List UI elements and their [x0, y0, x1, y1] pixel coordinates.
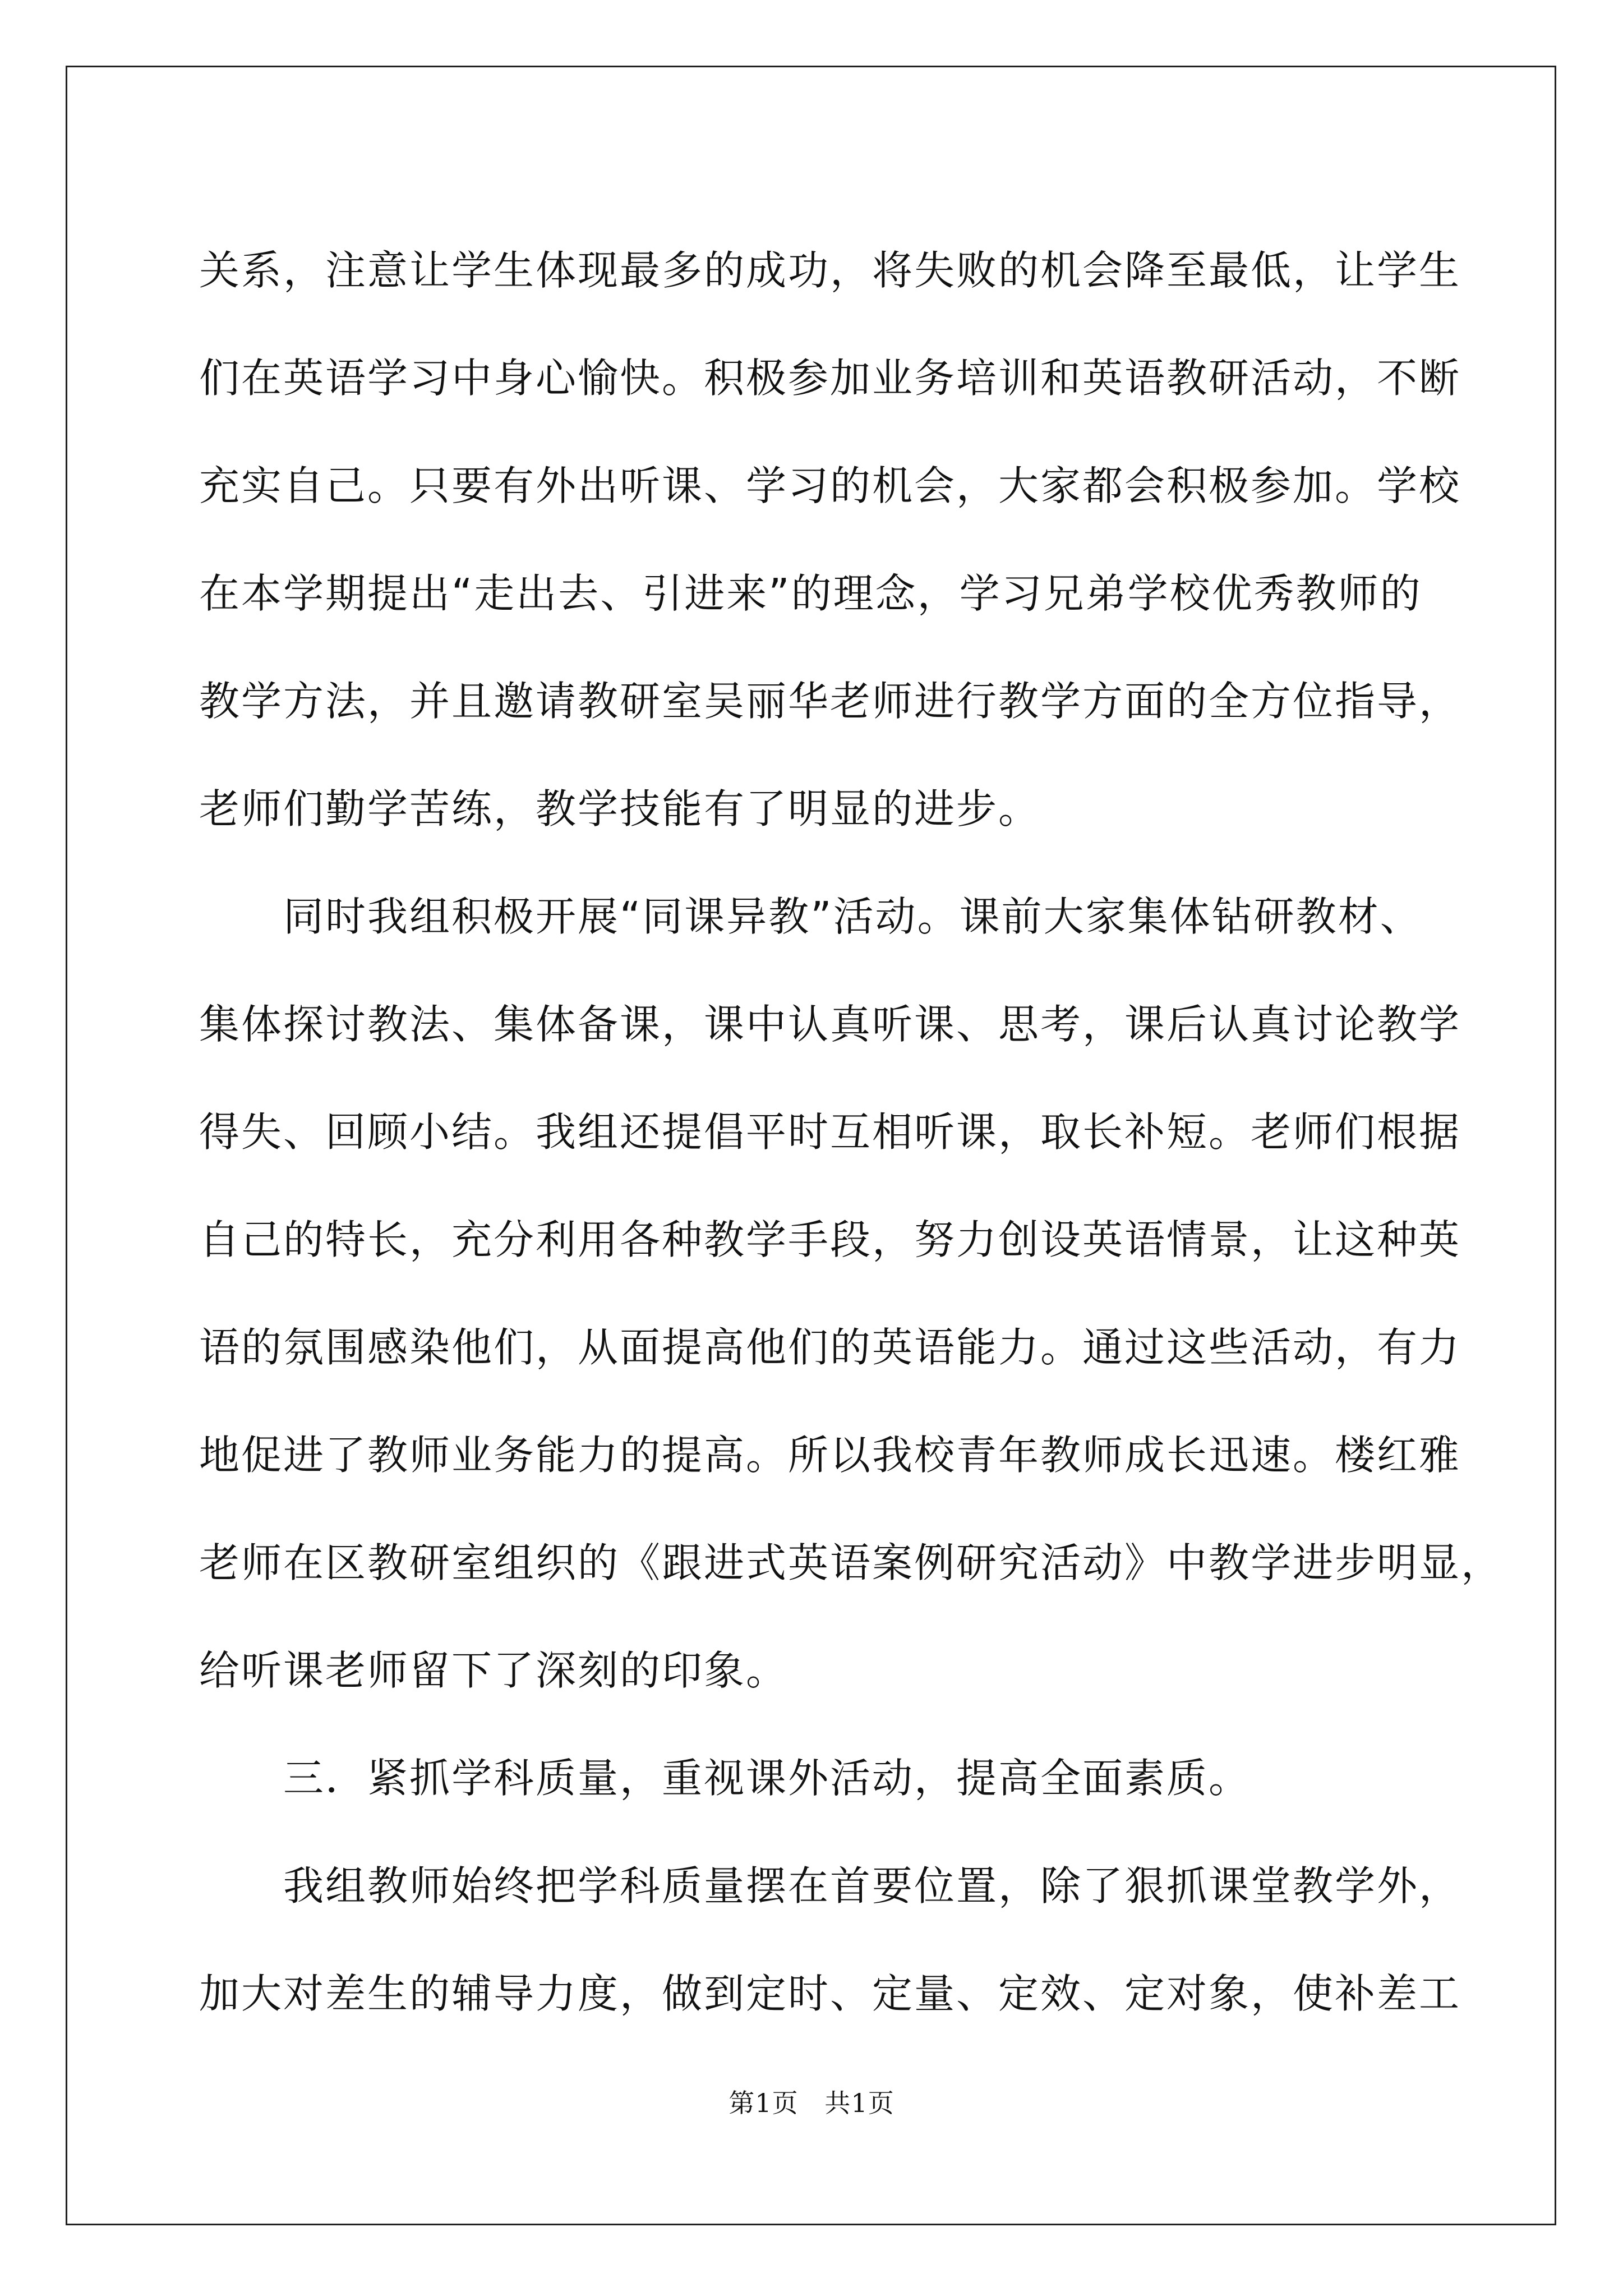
paragraph-first-line: 同时我组积极开展“同课异教”活动。课前大家集体钻研教材、: [283, 893, 1422, 940]
text-line: 得失、回顾小结。我组还提倡平时互相听课，取长补短。老师们根据: [199, 1108, 1461, 1156]
text-line: 在本学期提出“走出去、引进来”的理念，学习兄弟学校优秀教师的: [199, 570, 1422, 617]
text-line: 老师们勤学苦练，教学技能有了明显的进步。: [199, 785, 1041, 832]
document-body: [199, 217, 1504, 2047]
text-line: 教学方法，并且邀请教研室吴丽华老师进行教学方面的全方位指导，: [199, 678, 1461, 725]
page-footer: 第1页 共1页: [728, 2088, 895, 2118]
text-line: 给听课老师留下了深刻的印象。: [199, 1647, 789, 1694]
text-line: 语的氛围感染他们，从面提高他们的英语能力。通过这些活动，有力: [199, 1324, 1461, 1371]
text-line: 自己的特长，充分利用各种教学手段，努力创设英语情景，让这种英: [199, 1216, 1461, 1263]
section-heading: 三．紧抓学科质量，重视课外活动，提高全面素质。: [283, 1755, 1251, 1802]
text-line: 关系，注意让学生体现最多的成功，将失败的机会降至最低，让学生: [199, 247, 1461, 294]
text-line: 老师在区教研室组织的《跟进式英语案例研究活动》中教学进步明显，: [199, 1539, 1504, 1586]
text-line: 地促进了教师业务能力的提高。所以我校青年教师成长迅速。楼红雅: [199, 1432, 1461, 1479]
text-line: 加大对差生的辅导力度，做到定时、定量、定效、定对象，使补差工: [199, 1970, 1461, 2017]
text-line: 们在英语学习中身心愉快。积极参加业务培训和英语教研活动，不断: [199, 355, 1461, 402]
paragraph-first-line: 我组教师始终把学科质量摆在首要位置，除了狠抓课堂教学外，: [283, 1862, 1461, 1910]
text-line: 充实自己。只要有外出听课、学习的机会，大家都会积极参加。学校: [199, 462, 1461, 509]
text-line: 集体探讨教法、集体备课，课中认真听课、思考，课后认真讨论教学: [199, 1001, 1461, 1048]
